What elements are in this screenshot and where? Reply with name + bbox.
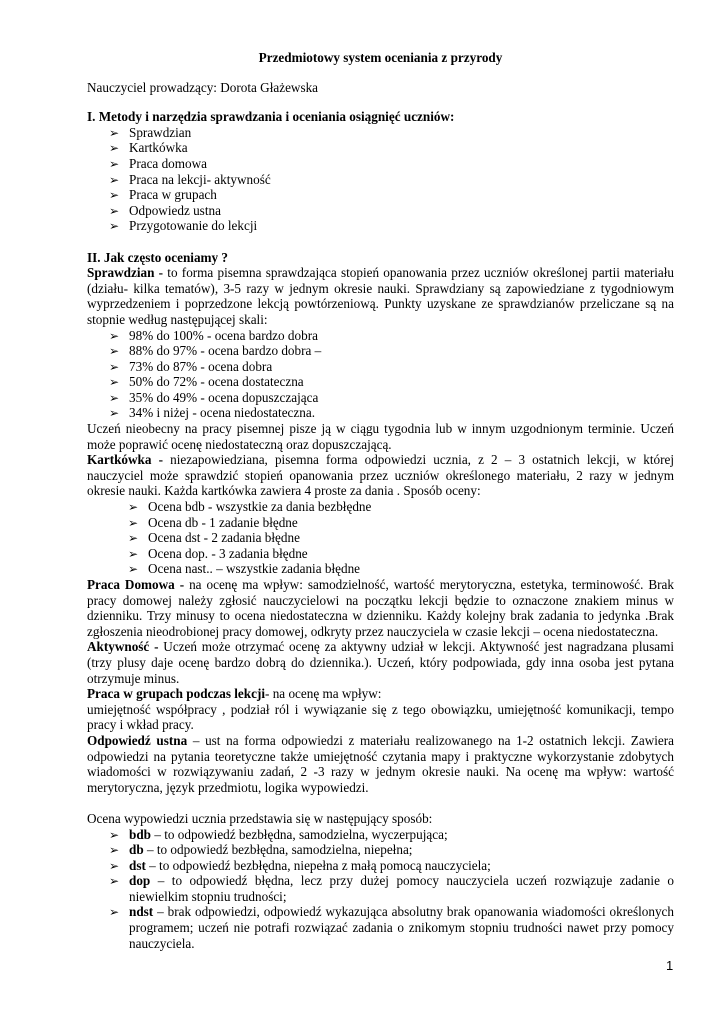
quiz-grades-list — [87, 499, 674, 577]
group-work-paragraph: Praca w grupach podczas lekcji- na ocenę ma wpływ: — [87, 686, 382, 702]
arrow-bullet-icon — [107, 328, 121, 345]
list-item: ➢ Przygotowanie do lekcji — [87, 218, 674, 234]
list-item: ➢ Praca na lekcji- aktywność — [87, 172, 674, 188]
page-title: Przedmiotowy system oceniania z przyrody — [258, 50, 503, 65]
absence-paragraph: Uczeń nieobecny na pracy pisemnej pisze ją w ciągu tygodnia lub w innym uzgodnionym terminie. Uczeń może poprawić ocenę niedostateczną oraz dopuszczającą. — [87, 421, 674, 452]
list-item: ➢ 88% do 97% - ocena bardzo dobra – — [87, 343, 674, 359]
homework-paragraph: Praca Domowa - na ocenę ma wpływ: samodzielność, wartość merytoryczna, estetyka, terminowość. Brak pracy domowej należy zgłosić nauczycielowi na początku lekcji będzie to oznaczone znakiem minus w dzienniku. Trzy minusy to ocena niedostateczna w dzienniku. Każdy kolejny brak zadania to jedynka .Brak zgłoszenia nieodrobionej pracy domowej, odkryty przez nauczyciela w czasie lekcji – ocena niedostateczna. — [87, 577, 674, 639]
list-item: ➢ 34% i niżej - ocena niedostateczna. — [87, 405, 674, 421]
arrow-bullet-icon — [107, 858, 121, 875]
section-2-heading: II. Jak często oceniamy ? — [87, 249, 229, 265]
arrow-bullet-icon — [107, 156, 121, 173]
arrow-bullet-icon — [107, 873, 121, 890]
list-item: ➢ 98% do 100% - ocena bardzo dobra — [87, 328, 674, 344]
list-item: ➢ Ocena dop. - 3 zadania błędne — [87, 546, 674, 562]
arrow-bullet-icon — [107, 140, 121, 157]
list-item: ➢ Praca domowa — [87, 156, 674, 172]
list-item: ➢ dst – to odpowiedź bezbłędna, niepełna z małą pomocą nauczyciela; — [87, 858, 674, 874]
arrow-bullet-icon — [107, 405, 121, 422]
grading-scale-list — [87, 328, 674, 422]
arrow-bullet-icon — [107, 343, 121, 360]
list-item: ➢ Odpowiedz ustna — [87, 203, 674, 219]
oral-grading-list — [87, 827, 674, 952]
arrow-bullet-icon — [107, 187, 121, 204]
arrow-bullet-icon — [107, 203, 121, 220]
arrow-bullet-icon — [107, 374, 121, 391]
group-work-criteria: umiejętność współpracy , podział ról i wywiązanie się z tego obowiązku, umiejętność komunikacji, tempo pracy i wkład pracy. — [87, 701, 674, 733]
list-item: ➢ dop – to odpowiedź błędna, lecz przy dużej pomocy nauczyciela uczeń rozwiązuje zadanie o niewielkim stopniu trudności; — [87, 873, 674, 904]
list-item: ➢ ndst – brak odpowiedzi, odpowiedź wykazująca absolutny brak opanowania wiadomości określonych programem; uczeń nie potrafi rozwiązać zadania o znikomym stopniu trudności nawet przy pomocy nauczyciela. — [87, 904, 674, 951]
arrow-bullet-icon — [107, 125, 121, 142]
list-item: ➢ 50% do 72% - ocena dostateczna — [87, 374, 674, 390]
list-item: ➢ Ocena dst - 2 zadania błędne — [87, 530, 674, 546]
arrow-bullet-icon — [107, 842, 121, 859]
list-item: ➢ 73% do 87% - ocena dobra — [87, 359, 674, 375]
kartkowka-paragraph: Kartkówka - niezapowiedziana, pisemna forma odpowiedzi ucznia, z 2 – 3 ostatnich lekcji, w której nauczyciel może sprawdzić stopień opanowania przez uczniów określonego materiału, 2 razy w jednym okresie nauki. Każda kartkówka zawiera 4 proste za dania . Sposób oceny: — [87, 452, 674, 499]
oral-answer-paragraph: Odpowiedź ustna – ust na forma odpowiedzi z materiału realizowanego na 1-2 ostatnich lekcji. Zawiera odpowiedzi na pytania teoretyczne także umiejętność czytania mapy i praktyczne wykorzystanie zdobytych wiadomości w rozwiązywaniu zadań, 2 -3 razy w jednym okresie nauki. Na ocenę ma wpływ: wartość merytoryczna, język przedmiotu, logika wypowiedzi. — [87, 732, 674, 795]
list-item: ➢ Sprawdzian — [87, 125, 674, 141]
arrow-bullet-icon — [107, 218, 121, 235]
activity-paragraph: Aktywność - Uczeń może otrzymać ocenę za aktywny udział w lekcji. Aktywność jest nagradzana plusami (trzy plusy daje ocenę bardzo dobrą do dziennika.). Uczeń, który podpowiada, gdy inna osoba jest pytana otrzymuje minus. — [87, 639, 674, 686]
list-item: ➢ Ocena db - 1 zadanie błędne — [87, 515, 674, 531]
list-item: ➢ bdb – to odpowiedź bezbłędna, samodzielna, wyczerpująca; — [87, 827, 674, 843]
document-page — [87, 50, 674, 951]
list-item: ➢ Ocena nast.. – wszystkie zadania błędne — [87, 561, 674, 577]
arrow-bullet-icon — [107, 390, 121, 407]
section-1-heading: I. Metody i narzędzia sprawdzania i oceniania osiągnięć uczniów: — [87, 109, 455, 125]
arrow-bullet-icon — [126, 530, 140, 547]
arrow-bullet-icon — [107, 827, 121, 844]
list-item: ➢ Kartkówka — [87, 140, 674, 156]
teacher-line: Nauczyciel prowadzący: Dorota Głażewska — [87, 79, 319, 95]
oral-grading-intro: Ocena wypowiedzi ucznia przedstawia się w następujący sposób: — [87, 810, 433, 826]
sprawdzian-paragraph: Sprawdzian - to forma pisemna sprawdzająca stopień opanowania przez uczniów określonej partii materiału (działu- kilka tematów), 3-5 razy w jednym okresie nauki. Sprawdziany są zapowiedziane z tygodniowym wyprzedzeniem i poprzedzone lekcją powtórzeniową. Punkty uzyskane ze sprawdzianów przeliczane są na stopnie według następującej skali: — [87, 265, 674, 327]
page-number: 1 — [666, 958, 674, 973]
list-item: ➢ 35% do 49% - ocena dopuszczająca — [87, 390, 674, 406]
arrow-bullet-icon — [107, 904, 121, 921]
arrow-bullet-icon — [126, 499, 140, 516]
list-item: ➢ Praca w grupach — [87, 187, 674, 203]
arrow-bullet-icon — [126, 561, 140, 578]
list-item: ➢ db – to odpowiedź bezbłędna, samodzielna, niepełna; — [87, 842, 674, 858]
arrow-bullet-icon — [107, 359, 121, 376]
arrow-bullet-icon — [126, 515, 140, 532]
arrow-bullet-icon — [107, 172, 121, 189]
arrow-bullet-icon — [126, 546, 140, 563]
list-item: ➢ Ocena bdb - wszystkie za dania bezbłędne — [87, 499, 674, 515]
methods-list — [87, 125, 674, 234]
